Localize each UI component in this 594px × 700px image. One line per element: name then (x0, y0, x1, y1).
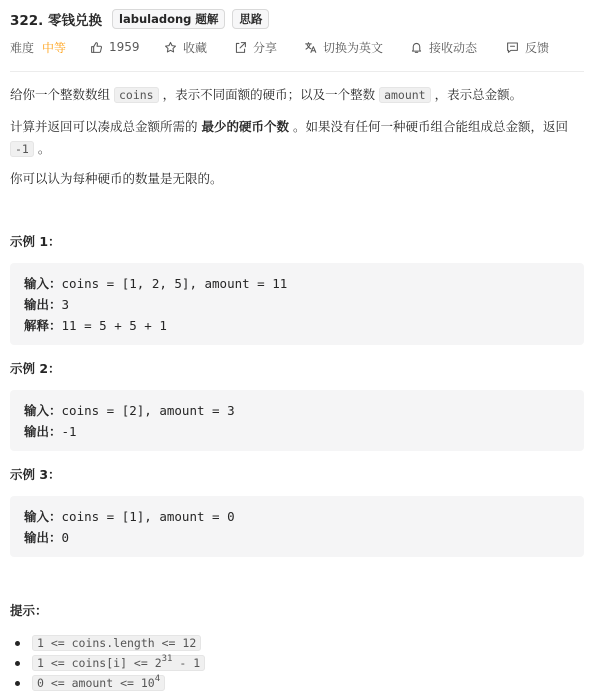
difficulty (10, 39, 90, 56)
translate-icon (304, 41, 317, 54)
inline-code-amount: amount (379, 87, 431, 103)
share-button[interactable] (234, 39, 304, 56)
example-3-input: coins = [1], amount = 0 (61, 509, 235, 524)
hints-list (32, 633, 205, 693)
favorite-button[interactable] (164, 39, 234, 56)
example-3-output: 0 (61, 530, 70, 545)
switch-language-label: 切换为英文 (323, 40, 384, 55)
example-3-title: 示例 3： (10, 467, 61, 482)
star-icon (164, 41, 177, 54)
like-count: 1959 (109, 40, 140, 54)
tag-labuladong-solution[interactable]: labuladong 题解 (112, 9, 225, 29)
subscribe-button[interactable] (410, 39, 506, 56)
thumbs-up-icon (90, 41, 103, 54)
switch-language-button[interactable] (304, 39, 410, 56)
emphasis-min-coins: 最少的硬币个数 (201, 119, 289, 134)
bell-icon (410, 41, 423, 54)
share-icon (234, 41, 247, 54)
feedback-button[interactable] (506, 39, 549, 56)
example-2-input: coins = [2], amount = 3 (61, 403, 235, 418)
inline-code-coins: coins (114, 87, 159, 103)
example-1-title: 示例 1： (10, 234, 61, 249)
tag-idea[interactable]: 思路 (232, 9, 269, 29)
subscribe-label: 接收动态 (429, 40, 478, 55)
title-row (10, 9, 276, 29)
example-2-box: 输入：coins = [2], amount = 3 输出：-1 (10, 390, 584, 451)
difficulty-label: 难度 (10, 40, 35, 55)
example-2-title: 示例 2： (10, 361, 61, 376)
example-1-output: 3 (61, 297, 70, 312)
example-1-box: 输入：coins = [1, 2, 5], amount = 11 输出：3 解释：11 = 5 + 5 + 1 (10, 263, 584, 345)
example-1-explanation: 11 = 5 + 5 + 1 (61, 318, 167, 333)
problem-title: 322. 零钱兑换 (10, 13, 103, 29)
share-label: 分享 (253, 40, 278, 55)
hint-item-3: 0 <= amount <= $10^4$ (32, 673, 205, 693)
inline-code-minus-one: -1 (10, 141, 34, 157)
example-1-input: coins = [1, 2, 5], amount = 11 (61, 276, 288, 291)
header-divider (10, 71, 584, 72)
description-paragraph-2: 计算并返回可以凑成总金额所需的 最少的硬币个数 。如果没有任何一种硬币组合能组成总金额，返回 -1 。 (10, 119, 568, 156)
meta-toolbar (10, 38, 549, 56)
example-2-output: -1 (61, 424, 77, 439)
example-3-box: 输入：coins = [1], amount = 0 输出：0 (10, 496, 584, 557)
like-button[interactable] (90, 40, 164, 54)
hint-item-1: 1 <= coins.length <= 12 (32, 633, 205, 653)
favorite-label: 收藏 (183, 40, 208, 55)
feedback-label: 反馈 (525, 40, 550, 55)
description-paragraph-1: 给你一个整数数组 coins ，表示不同面额的硬币；以及一个整数 amount ，表示总金额。 (10, 87, 523, 102)
feedback-icon (506, 41, 519, 54)
difficulty-value: 中等 (42, 40, 67, 55)
hints-title: 提示： (10, 603, 48, 618)
description-paragraph-3: 你可以认为每种硬币的数量是无限的。 (10, 171, 223, 186)
hint-item-2: 1 <= coins[i] <= $2^{31} - 1$ (32, 653, 205, 673)
